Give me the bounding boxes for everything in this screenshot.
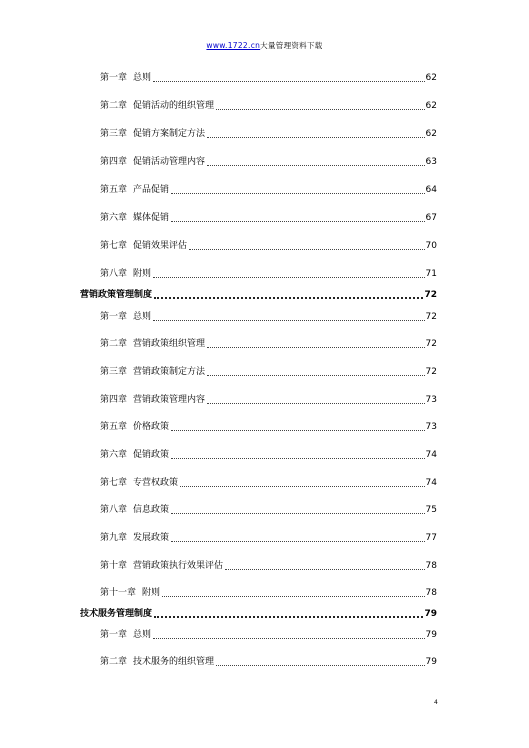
dot-leader	[153, 637, 425, 639]
page-ref: 74	[425, 450, 437, 460]
page-ref: 62	[425, 129, 437, 139]
page-ref: 72	[424, 290, 437, 300]
toc-entry[interactable]	[100, 101, 437, 112]
page-ref: 70	[425, 241, 437, 251]
dot-leader	[171, 540, 425, 542]
chapter-title: 总则	[133, 73, 152, 83]
toc-entry[interactable]	[100, 339, 437, 350]
chapter-number: 第二章	[100, 101, 128, 111]
page-ref: 64	[425, 185, 437, 195]
chapter-title: 附则	[133, 269, 152, 279]
toc-entry[interactable]	[100, 450, 437, 461]
toc-entry[interactable]	[100, 533, 437, 544]
header-text: 大量管理资料下载	[260, 41, 323, 50]
chapter-title: 附则	[142, 588, 161, 598]
toc-entry[interactable]	[100, 367, 437, 378]
dot-leader	[153, 276, 425, 278]
toc-entry[interactable]	[100, 630, 437, 641]
chapter-number: 第八章	[100, 505, 128, 515]
chapter-title: 促销政策	[133, 450, 170, 460]
chapter-title: 价格政策	[133, 422, 170, 432]
dot-leader	[171, 192, 425, 194]
header-link[interactable]: www.1722.cn	[206, 41, 261, 50]
dot-leader	[153, 80, 425, 82]
chapter-number: 第七章	[100, 241, 128, 251]
chapter-number: 第一章	[100, 73, 128, 83]
dot-leader	[207, 164, 425, 166]
chapter-title: 促销方案制定方法	[133, 129, 206, 139]
toc-entry[interactable]	[100, 561, 437, 572]
chapter-title: 技术服务的组织管理	[133, 657, 215, 667]
chapter-title: 促销活动管理内容	[133, 157, 206, 167]
chapter-title: 营销政策执行效果评估	[133, 561, 224, 571]
page-ref: 79	[425, 657, 437, 667]
page-header	[0, 40, 529, 51]
chapter-number: 第四章	[100, 157, 128, 167]
chapter-title: 营销政策制定方法	[133, 367, 206, 377]
dot-leader	[154, 615, 423, 618]
chapter-number: 第一章	[100, 312, 128, 322]
chapter-number: 第七章	[100, 478, 128, 488]
toc-entry[interactable]	[100, 269, 437, 280]
page-ref: 78	[425, 561, 437, 571]
page-ref: 63	[425, 157, 437, 167]
dot-leader	[180, 485, 425, 487]
toc-entry[interactable]	[100, 588, 437, 599]
chapter-title: 媒体促销	[133, 213, 170, 223]
page-ref: 75	[425, 505, 437, 515]
toc-section-entry[interactable]	[80, 609, 437, 620]
page-ref: 72	[425, 367, 437, 377]
toc-entry[interactable]	[100, 241, 437, 252]
toc-entry[interactable]	[100, 395, 437, 406]
chapter-number: 第一章	[100, 630, 128, 640]
dot-leader	[207, 136, 425, 138]
page-ref: 67	[425, 213, 437, 223]
chapter-number: 第九章	[100, 533, 128, 543]
page-number: 4	[434, 699, 438, 706]
chapter-number: 第十一章	[100, 588, 137, 598]
page-ref: 62	[425, 73, 437, 83]
chapter-title: 营销政策管理内容	[133, 395, 206, 405]
chapter-number: 第三章	[100, 367, 128, 377]
chapter-title: 产品促销	[133, 185, 170, 195]
dot-leader	[171, 457, 425, 459]
toc-entry[interactable]	[100, 657, 437, 668]
chapter-title: 专营权政策	[133, 478, 179, 488]
chapter-title: 促销效果评估	[133, 241, 188, 251]
toc-section-entry[interactable]	[80, 290, 437, 301]
dot-leader	[171, 512, 425, 514]
chapter-number: 第六章	[100, 450, 128, 460]
chapter-title: 信息政策	[133, 505, 170, 515]
toc-entry[interactable]	[100, 312, 437, 323]
dot-leader	[207, 346, 425, 348]
page-ref: 73	[425, 395, 437, 405]
chapter-number: 第五章	[100, 422, 128, 432]
chapter-number: 第六章	[100, 213, 128, 223]
page-ref: 73	[425, 422, 437, 432]
dot-leader	[207, 402, 425, 404]
page-ref: 71	[425, 269, 437, 279]
toc-entry[interactable]	[100, 73, 437, 84]
dot-leader	[189, 248, 425, 250]
chapter-number: 第二章	[100, 657, 128, 667]
toc-entry[interactable]	[100, 129, 437, 140]
dot-leader	[225, 568, 425, 570]
page-ref: 77	[425, 533, 437, 543]
page-ref: 62	[425, 101, 437, 111]
dot-leader	[162, 595, 425, 597]
chapter-title: 发展政策	[133, 533, 170, 543]
page-ref: 79	[425, 630, 437, 640]
chapter-number: 第二章	[100, 339, 128, 349]
chapter-title: 营销政策组织管理	[133, 339, 206, 349]
section-title: 技术服务管理制度	[80, 609, 153, 619]
toc-entry[interactable]	[100, 185, 437, 196]
section-title: 营销政策管理制度	[80, 290, 153, 300]
dot-leader	[171, 429, 425, 431]
toc-entry[interactable]	[100, 478, 437, 489]
chapter-title: 总则	[133, 312, 152, 322]
dot-leader	[216, 664, 425, 666]
chapter-number: 第十章	[100, 561, 128, 571]
toc-entry[interactable]	[100, 505, 437, 516]
page-ref: 78	[425, 588, 437, 598]
dot-leader	[207, 374, 425, 376]
chapter-number: 第三章	[100, 129, 128, 139]
chapter-title: 促销活动的组织管理	[133, 101, 215, 111]
chapter-number: 第八章	[100, 269, 128, 279]
dot-leader	[216, 108, 425, 110]
toc-entry[interactable]	[100, 157, 437, 168]
chapter-title: 总则	[133, 630, 152, 640]
dot-leader	[171, 220, 425, 222]
page-ref: 79	[424, 609, 437, 619]
page-ref: 72	[425, 312, 437, 322]
chapter-number: 第四章	[100, 395, 128, 405]
toc-entry[interactable]	[100, 422, 437, 433]
page-ref: 74	[425, 478, 437, 488]
dot-leader	[154, 296, 423, 299]
dot-leader	[153, 319, 425, 321]
page-ref: 72	[425, 339, 437, 349]
chapter-number: 第五章	[100, 185, 128, 195]
toc-entry[interactable]	[100, 213, 437, 224]
